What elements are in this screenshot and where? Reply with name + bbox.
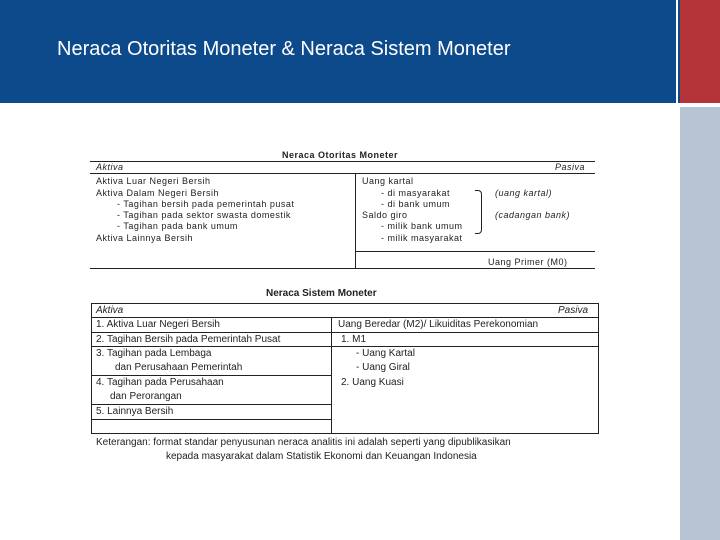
table1-right-item: Saldo giro <box>362 210 408 220</box>
table1-right-item: Uang kartal <box>362 176 414 186</box>
table2-left-item: dan Perorangan <box>110 391 182 402</box>
table2-row-rule <box>91 404 332 405</box>
table2-title: Neraca Sistem Moneter <box>266 288 377 299</box>
brace-icon <box>475 190 482 234</box>
table1-left-item: - Tagihan pada sektor swasta domestik <box>117 210 291 220</box>
table1-left-item: Aktiva Lainnya Bersih <box>96 233 194 243</box>
table2-left-item: 2. Tagihan Bersih pada Pemerintah Pusat <box>96 334 281 345</box>
table2-row-rule <box>91 317 599 318</box>
table2-row-rule <box>91 419 332 420</box>
table1-divider <box>355 173 356 269</box>
table1-bottom-rule <box>90 268 595 269</box>
table2-right-item: - Uang Giral <box>356 362 410 373</box>
table1-note-kartal: (uang kartal) <box>495 188 553 198</box>
table1-footer-rule <box>356 251 595 252</box>
table2-right-item: - Uang Kartal <box>356 348 415 359</box>
table1-left-item: - Tagihan bersih pada pemerintah pusat <box>117 199 295 209</box>
header-bar <box>0 0 720 103</box>
table1-left-item: Aktiva Luar Negeri Bersih <box>96 176 211 186</box>
slide-title: Neraca Otoritas Moneter & Neraca Sistem Moneter <box>57 38 511 60</box>
table1-title: Neraca Otoritas Moneter <box>282 150 399 160</box>
table2-right-item: Uang Beredar (M2)/ Likuiditas Perekonomian <box>338 319 539 330</box>
table2-top-rule <box>91 303 599 304</box>
table2-left-item: dan Perusahaan Pemerintah <box>115 362 243 373</box>
table2-right-header: Pasiva <box>558 305 589 316</box>
table1-right-item: - milik masyarakat <box>381 233 463 243</box>
table1-header-rule <box>90 173 595 174</box>
table1-footer: Uang Primer (M0) <box>488 257 568 267</box>
table2-bottom-rule <box>91 433 599 434</box>
table2-right-item: 2. Uang Kuasi <box>341 377 404 388</box>
table1-right-item: - milik bank umum <box>381 221 463 231</box>
side-bar <box>680 107 720 540</box>
table1-left-item: Aktiva Dalam Negeri Bersih <box>96 188 220 198</box>
table2-row-rule <box>91 332 599 333</box>
table1-right-header: Pasiva <box>555 162 586 172</box>
table2-left-item: 1. Aktiva Luar Negeri Bersih <box>96 319 220 330</box>
table2-left-header: Aktiva <box>96 305 124 316</box>
table1-left-header: Aktiva <box>96 162 124 172</box>
table2-right-border <box>598 303 599 434</box>
table1-top-rule <box>90 161 595 162</box>
header-divider <box>676 0 678 103</box>
table2-left-item: 4. Tagihan pada Perusahaan <box>96 377 224 388</box>
table1-right-item: - di bank umum <box>381 199 451 209</box>
table2-row-rule <box>91 375 332 376</box>
table2-left-item: 5. Lainnya Bersih <box>96 406 174 417</box>
table2-left-item: 3. Tagihan pada Lembaga <box>96 348 212 359</box>
table1-note-cadangan: (cadangan bank) <box>495 210 571 220</box>
table1-right-item: - di masyarakat <box>381 188 451 198</box>
table2-right-item: 1. M1 <box>341 334 367 345</box>
caption-line-1: Keterangan: format standar penyusunan neraca analitis ini adalah seperti yang dipublikasikan <box>96 437 511 448</box>
accent-block <box>680 0 720 103</box>
table2-left-border <box>91 303 92 434</box>
table2-row-rule <box>91 346 599 347</box>
table1-left-item: - Tagihan pada bank umum <box>117 221 238 231</box>
caption-line-2: kepada masyarakat dalam Statistik Ekonomi dan Keuangan Indonesia <box>166 451 477 462</box>
